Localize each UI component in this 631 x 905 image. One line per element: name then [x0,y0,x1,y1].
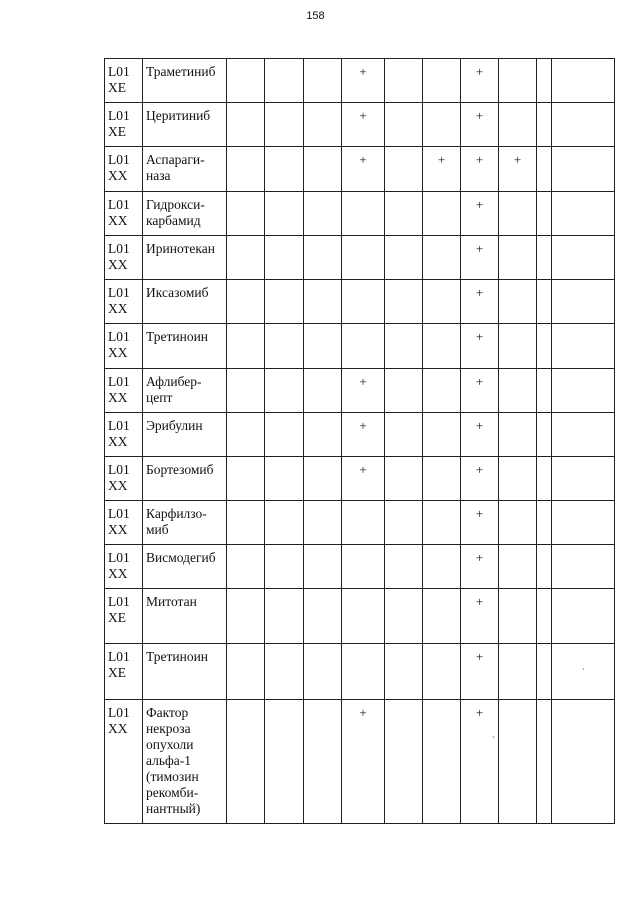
mark-cell [537,501,552,545]
drug-name-cell: Карфилзо- миб [143,501,227,545]
mark-cell [423,369,461,413]
mark-cell [537,589,552,644]
table-row [105,147,615,192]
scan-speck: ˴ [492,731,495,741]
drug-name-cell: Фактор некроза опухоли альфа-1 (тимозин рекомби- нантный) [143,700,227,824]
drug-name-cell: Аспараги- наза [143,147,227,192]
mark-cell [423,700,461,824]
mark-cell [385,644,423,700]
mark-cell: + [342,147,385,192]
mark-cell: + [461,413,499,457]
table-row [105,59,615,103]
mark-cell [537,280,552,324]
mark-cell [227,457,265,501]
mark-cell: + [461,589,499,644]
mark-cell [385,147,423,192]
mark-cell [537,413,552,457]
atc-code-cell: L01 XX [105,236,143,280]
mark-cell [537,369,552,413]
mark-cell [304,103,342,147]
atc-code-cell: L01 XX [105,457,143,501]
drug-name-cell: Афлибер- цепт [143,369,227,413]
mark-cell [537,457,552,501]
mark-cell: + [461,103,499,147]
mark-cell [265,700,304,824]
drug-name-cell: Эрибулин [143,413,227,457]
mark-cell [423,501,461,545]
mark-cell [304,457,342,501]
mark-cell [537,236,552,280]
drug-name-cell: Митотан [143,589,227,644]
table-row [105,589,615,644]
mark-cell [499,644,537,700]
mark-cell [499,192,537,236]
mark-cell [385,457,423,501]
mark-cell [499,413,537,457]
mark-cell [227,644,265,700]
scan-speck: ˏ [582,660,585,670]
mark-cell [265,501,304,545]
table-row [105,369,615,413]
mark-cell [304,280,342,324]
mark-cell [304,324,342,369]
table-row [105,280,615,324]
mark-cell [265,545,304,589]
mark-cell [552,192,615,236]
mark-cell [499,589,537,644]
mark-cell [227,413,265,457]
mark-cell [499,501,537,545]
atc-code-cell: L01 XX [105,413,143,457]
mark-cell [304,545,342,589]
mark-cell [537,147,552,192]
table-row [105,324,615,369]
mark-cell [552,413,615,457]
mark-cell [423,457,461,501]
mark-cell [265,589,304,644]
mark-cell [423,236,461,280]
table-row [105,457,615,501]
drug-name-cell: Иксазомиб [143,280,227,324]
table-row [105,501,615,545]
drug-name-cell: Бортезомиб [143,457,227,501]
mark-cell [552,700,615,824]
mark-cell [265,236,304,280]
mark-cell [499,59,537,103]
mark-cell [385,413,423,457]
mark-cell [552,545,615,589]
atc-code-cell: L01 XX [105,700,143,824]
mark-cell [552,501,615,545]
mark-cell [423,644,461,700]
atc-code-cell: L01 XX [105,501,143,545]
mark-cell [265,324,304,369]
atc-code-cell: L01 XX [105,324,143,369]
mark-cell [499,700,537,824]
mark-cell [265,457,304,501]
mark-cell [304,413,342,457]
mark-cell: + [461,59,499,103]
atc-code-cell: L01 XX [105,147,143,192]
mark-cell [423,324,461,369]
mark-cell [537,545,552,589]
mark-cell [342,545,385,589]
mark-cell: + [342,457,385,501]
mark-cell: + [342,59,385,103]
mark-cell [385,589,423,644]
drug-name-cell: Третиноин [143,644,227,700]
mark-cell [342,324,385,369]
mark-cell [423,192,461,236]
mark-cell [304,236,342,280]
mark-cell [499,236,537,280]
mark-cell: + [342,103,385,147]
mark-cell: + [461,457,499,501]
mark-cell [552,324,615,369]
mark-cell [265,369,304,413]
table-row [105,103,615,147]
mark-cell [499,324,537,369]
mark-cell [304,589,342,644]
mark-cell [423,413,461,457]
mark-cell: + [461,280,499,324]
mark-cell [385,545,423,589]
page-number: 158 [306,10,325,22]
mark-cell: + [342,700,385,824]
mark-cell [552,236,615,280]
table-row [105,413,615,457]
mark-cell [552,147,615,192]
atc-code-cell: L01 XX [105,545,143,589]
mark-cell [385,700,423,824]
mark-cell: + [461,324,499,369]
mark-cell [227,147,265,192]
mark-cell [552,59,615,103]
mark-cell: + [461,700,499,824]
drug-name-cell: Траметиниб [143,59,227,103]
mark-cell [265,413,304,457]
mark-cell: + [461,644,499,700]
mark-cell [423,589,461,644]
mark-cell [537,324,552,369]
mark-cell [227,369,265,413]
mark-cell [552,457,615,501]
mark-cell [385,369,423,413]
mark-cell [385,236,423,280]
table-row [105,192,615,236]
mark-cell [265,59,304,103]
mark-cell [552,369,615,413]
mark-cell [385,59,423,103]
mark-cell [304,147,342,192]
mark-cell: + [342,369,385,413]
mark-cell [499,545,537,589]
mark-cell [499,369,537,413]
mark-cell [499,280,537,324]
mark-cell [552,644,615,700]
mark-cell [552,280,615,324]
mark-cell [265,644,304,700]
mark-cell [227,501,265,545]
mark-cell [552,589,615,644]
table-row [105,700,615,824]
drug-name-cell: Третиноин [143,324,227,369]
drug-name-cell: Церитиниб [143,103,227,147]
mark-cell [499,457,537,501]
mark-cell [227,103,265,147]
mark-cell [342,192,385,236]
mark-cell [227,545,265,589]
mark-cell: + [342,413,385,457]
mark-cell [423,280,461,324]
mark-cell [227,589,265,644]
atc-code-cell: L01 XX [105,192,143,236]
mark-cell [342,236,385,280]
mark-cell [499,103,537,147]
mark-cell: + [461,501,499,545]
mark-cell: + [461,192,499,236]
table-row [105,545,615,589]
mark-cell [423,545,461,589]
drug-name-cell: Иринотекан [143,236,227,280]
mark-cell [537,192,552,236]
mark-cell [227,280,265,324]
mark-cell [304,192,342,236]
mark-cell [342,501,385,545]
mark-cell [227,700,265,824]
mark-cell [342,644,385,700]
atc-code-cell: L01 XE [105,589,143,644]
mark-cell [423,103,461,147]
atc-code-cell: L01 XE [105,59,143,103]
drug-name-cell: Висмодегиб [143,545,227,589]
atc-code-cell: L01 XE [105,644,143,700]
mark-cell [304,369,342,413]
mark-cell [385,324,423,369]
mark-cell: + [461,236,499,280]
mark-cell: + [499,147,537,192]
mark-cell: + [461,369,499,413]
mark-cell [304,501,342,545]
mark-cell [423,59,461,103]
mark-cell [265,192,304,236]
mark-cell [342,589,385,644]
mark-cell [227,236,265,280]
mark-cell: + [423,147,461,192]
mark-cell [537,700,552,824]
mark-cell [552,103,615,147]
table-row [105,644,615,700]
mark-cell [385,280,423,324]
mark-cell [265,147,304,192]
mark-cell [537,103,552,147]
table-row [105,236,615,280]
atc-code-cell: L01 XX [105,369,143,413]
mark-cell [227,324,265,369]
drug-name-cell: Гидрокси- карбамид [143,192,227,236]
mark-cell [265,280,304,324]
mark-cell: + [461,147,499,192]
mark-cell [227,192,265,236]
mark-cell [304,59,342,103]
mark-cell [304,644,342,700]
mark-cell [385,103,423,147]
mark-cell [385,192,423,236]
mark-cell [537,59,552,103]
drug-table [104,58,615,824]
atc-code-cell: L01 XE [105,103,143,147]
atc-code-cell: L01 XX [105,280,143,324]
mark-cell [304,700,342,824]
mark-cell [385,501,423,545]
mark-cell [227,59,265,103]
mark-cell [342,280,385,324]
mark-cell [537,644,552,700]
mark-cell: + [461,545,499,589]
mark-cell [265,103,304,147]
